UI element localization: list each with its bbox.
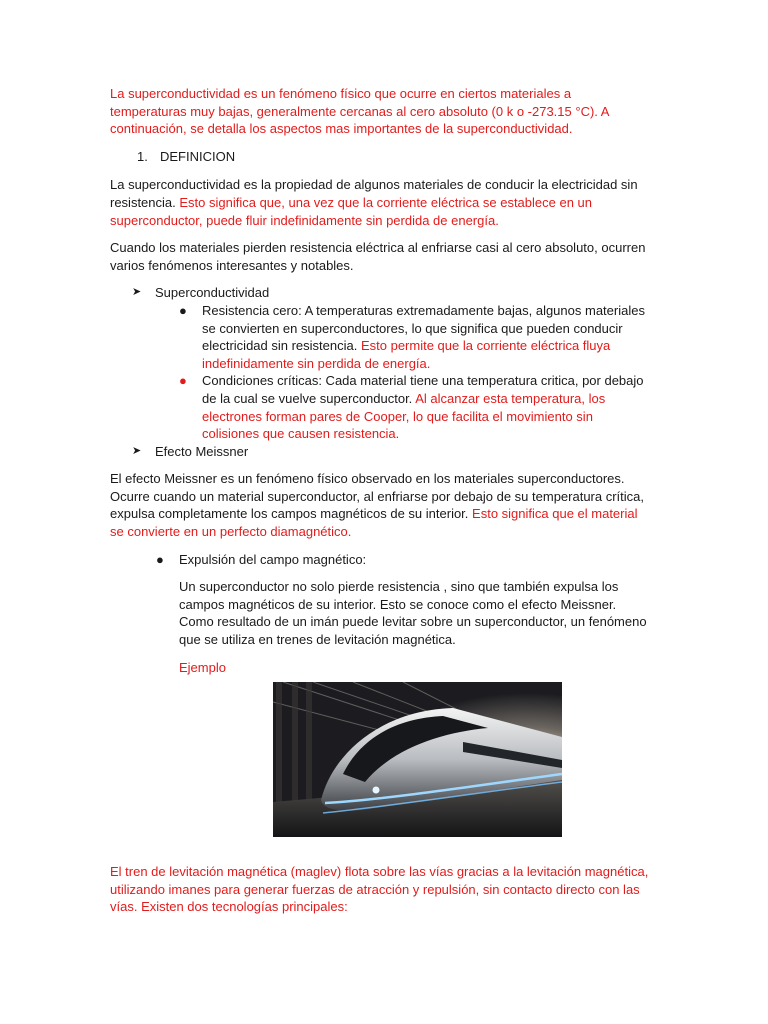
maglev-train-illustration <box>273 682 562 837</box>
section-heading-definicion <box>137 148 650 166</box>
definition-highlight: Esto significa que, una vez que la corriente eléctrica se establece en un superconductor, puede fluir indefinidamente sin perdida de energía. <box>110 194 593 228</box>
arrow-bullet-icon: ➤ <box>132 444 142 457</box>
bullet-expulsion <box>156 551 650 569</box>
bullet-dot-icon: ● <box>156 551 164 567</box>
maglev-paragraph: El tren de levitación magnética (maglev) flota sobre las vías gracias a la levitación magnética, utilizando imanes para generar fuerzas de atracción y repulsión, sin contacto directo con las vías. Existen dos tecnologías principales: <box>110 864 649 915</box>
arrow-item-label: Superconductividad <box>155 285 270 301</box>
bullet-dot-icon: ● <box>179 302 187 318</box>
document-page <box>110 85 650 915</box>
arrow-bullet-icon: ➤ <box>132 286 142 299</box>
expulsion-title: Expulsión del campo magnético: <box>179 551 367 567</box>
section-title: DEFINICION <box>160 148 236 164</box>
bullet-resistencia-cero <box>179 302 650 372</box>
meissner-paragraph <box>110 470 650 540</box>
arrow-item-label: Efecto Meissner <box>155 443 249 459</box>
definition-paragraph <box>110 176 650 229</box>
example-label: Ejemplo <box>179 659 226 675</box>
bullet-highlight: Esto permite que la corriente eléctrica fluya indefinidamente sin perdida de energía. <box>202 338 611 371</box>
phenomena-intro-paragraph: Cuando los materiales pierden resistencia eléctrica al enfriarse casi al cero absoluto, ocurren varios fenómenos interesantes y notables. <box>110 240 646 273</box>
arrow-item-efecto-meissner <box>132 443 650 461</box>
bullet-dot-icon: ● <box>179 373 187 389</box>
maglev-train-image <box>273 682 562 837</box>
section-number: 1. <box>137 148 148 164</box>
bullet-text: Condiciones críticas: Cada material tiene una temperatura critica, por debajo de la cual se vuelve superconductor. <box>202 373 644 406</box>
definition-text: La superconductividad es la propiedad de algunos materiales de conducir la electricidad sin resistencia. <box>110 177 638 210</box>
meissner-highlight: Esto significa que el material se convierte en un perfecto diamagnético. <box>110 506 638 540</box>
bullet-condiciones-criticas <box>179 372 650 442</box>
arrow-item-superconductividad <box>132 284 650 302</box>
expulsion-paragraph: Un superconductor no solo pierde resistencia , sino que también expulsa los campos magnéticos de su interior. Esto se conoce como el efecto Meissner. Como resultado de un imán puede levitar sobre un superconductor, un fenómeno que se utiliza en trenes de levitación magnética. <box>179 579 647 648</box>
bullet-text: Resistencia cero: A temperaturas extremadamente bajas, algunos materiales se convierten en superconductores, lo que significa que pueden conducir electricidad sin resistencia. <box>202 302 645 354</box>
superconductivity-bullet-list <box>179 302 650 443</box>
meissner-text: El efecto Meissner es un fenómeno físico observado en los materiales superconductores. Ocurre cuando un material superconductor, al enfriarse por debajo de su temperatura crítica, expulsa completamente los campos magnéticos de su interior. <box>110 471 645 522</box>
maglev-section <box>110 863 650 916</box>
intro-paragraph: La superconductividad es un fenómeno físico que ocurre en ciertos materiales a temperaturas muy bajas, generalmente cercanas al cero absoluto (0 k o -273.15 °C). A continuación, se detalla los aspectos mas importantes de la superconductividad. <box>110 86 609 137</box>
bullet-highlight: Al alcanzar esta temperatura, los electrones forman pares de Cooper, lo que facilita el movimiento sin colisiones que causen resistencia. <box>202 390 606 442</box>
